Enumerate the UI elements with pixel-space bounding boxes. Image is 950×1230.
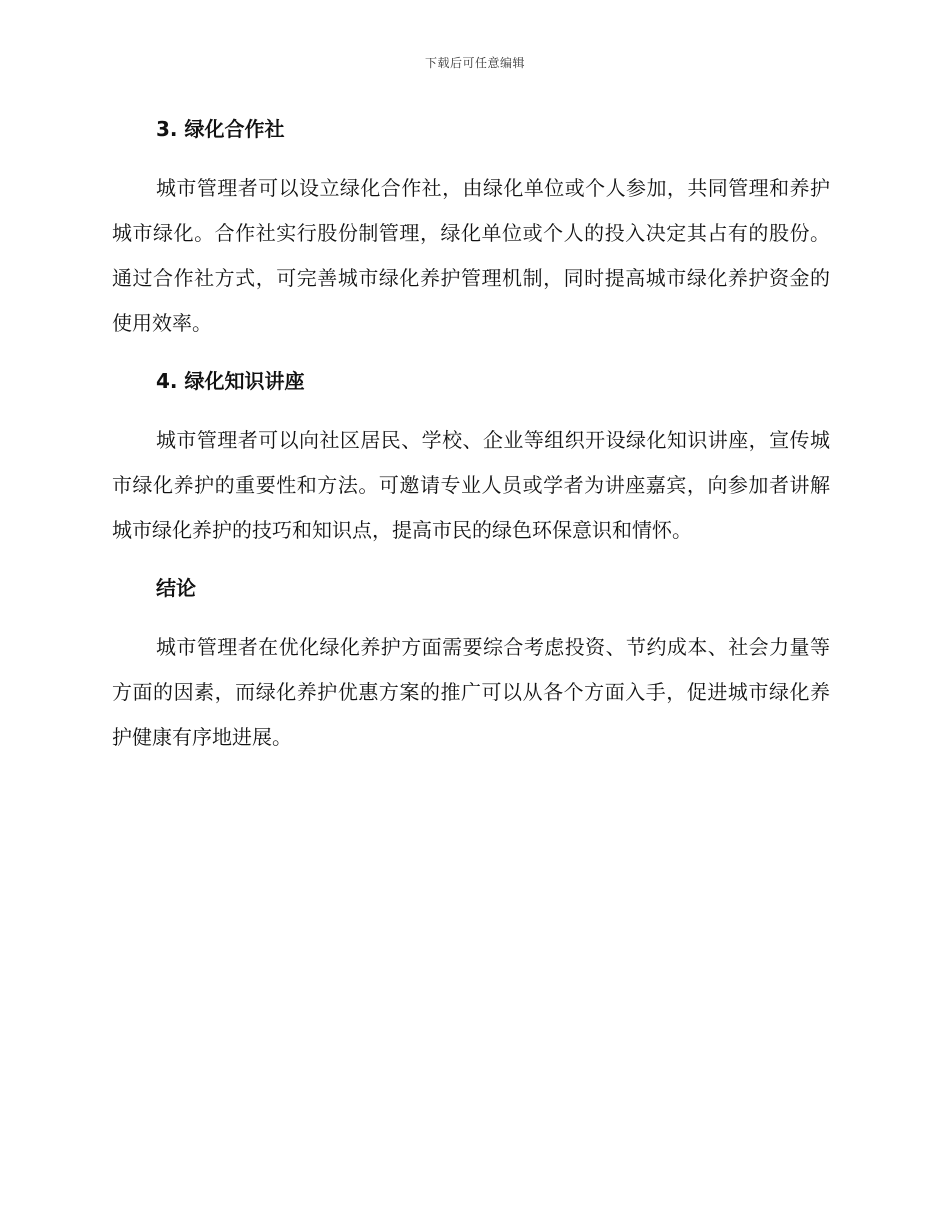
section-paragraph-lectures: 城市管理者可以向社区居民、学校、企业等组织开设绿化知识讲座，宣传城市绿化养护的重要性和方法。可邀请专业人员或学者为讲座嘉宾，向参加者讲解城市绿化养护的技巧和知识点，提高市民的绿色环保意识和情怀。 bbox=[112, 428, 830, 542]
section-heading-conclusion: 结论 bbox=[156, 576, 196, 600]
section-heading-cooperative: 3. 绿化合作社 bbox=[156, 117, 285, 141]
section-heading-lectures: 4. 绿化知识讲座 bbox=[156, 369, 305, 393]
page-header-note: 下载后可任意编辑 bbox=[424, 56, 525, 70]
section-paragraph-conclusion: 城市管理者在优化绿化养护方面需要综合考虑投资、节约成本、社会力量等方面的因素，而绿化养护优惠方案的推广可以从各个方面入手，促进城市绿化养护健康有序地进展。 bbox=[112, 635, 830, 749]
document-body bbox=[112, 112, 830, 760]
section-paragraph-cooperative: 城市管理者可以设立绿化合作社，由绿化单位或个人参加，共同管理和养护城市绿化。合作社实行股份制管理，绿化单位或个人的投入决定其占有的股份。通过合作社方式，可完善城市绿化养护管理机制，同时提高城市绿化养护资金的使用效率。 bbox=[112, 176, 830, 335]
